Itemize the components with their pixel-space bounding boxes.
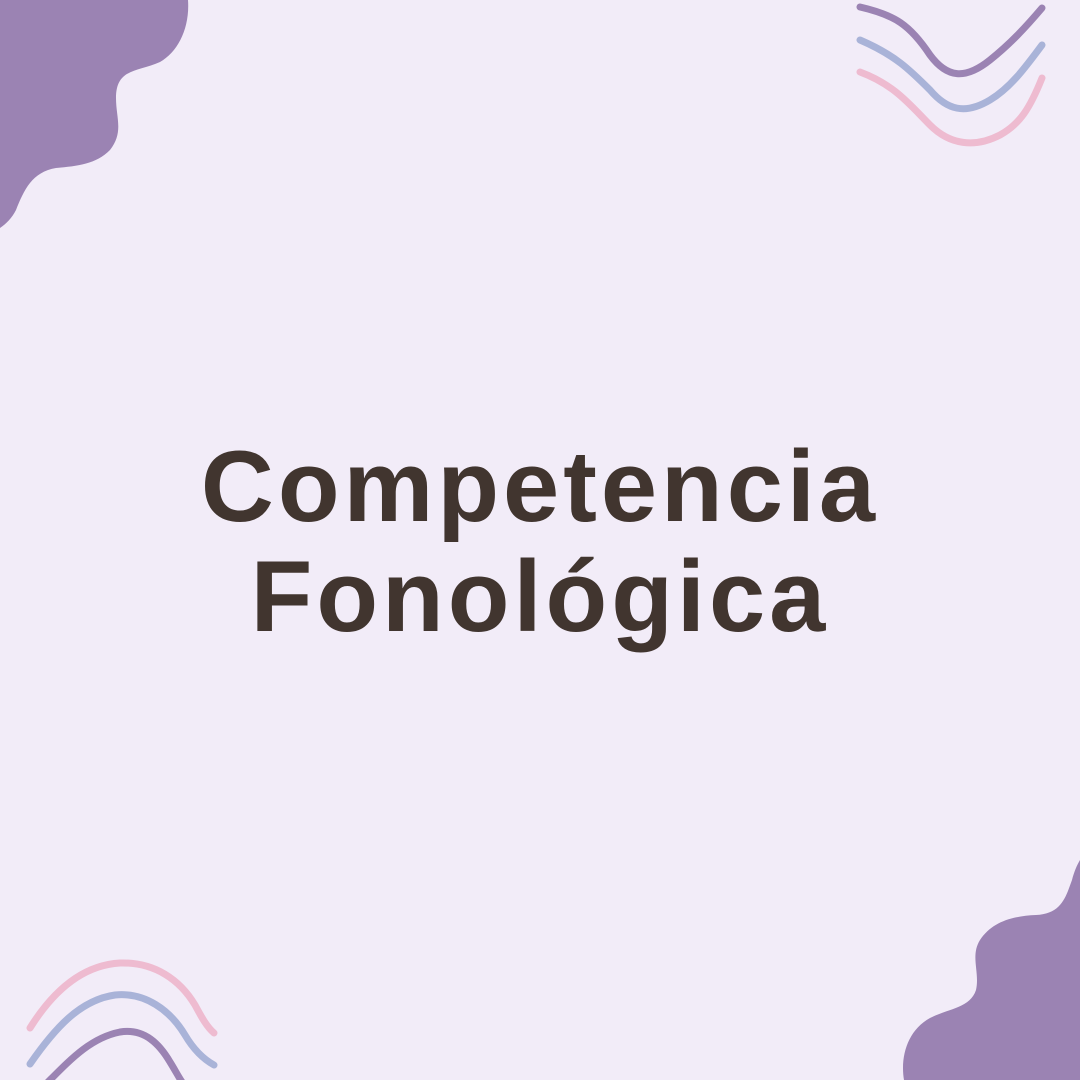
bottom-left-wave-lines <box>20 950 230 1080</box>
page-title <box>0 432 1080 652</box>
bottom-right-blob-shape <box>900 860 1080 1080</box>
top-right-wave-lines <box>850 0 1050 160</box>
top-left-blob-shape <box>0 0 200 230</box>
title-line-2: Fonológica <box>250 541 830 653</box>
title-line-1: Competencia <box>200 431 880 543</box>
